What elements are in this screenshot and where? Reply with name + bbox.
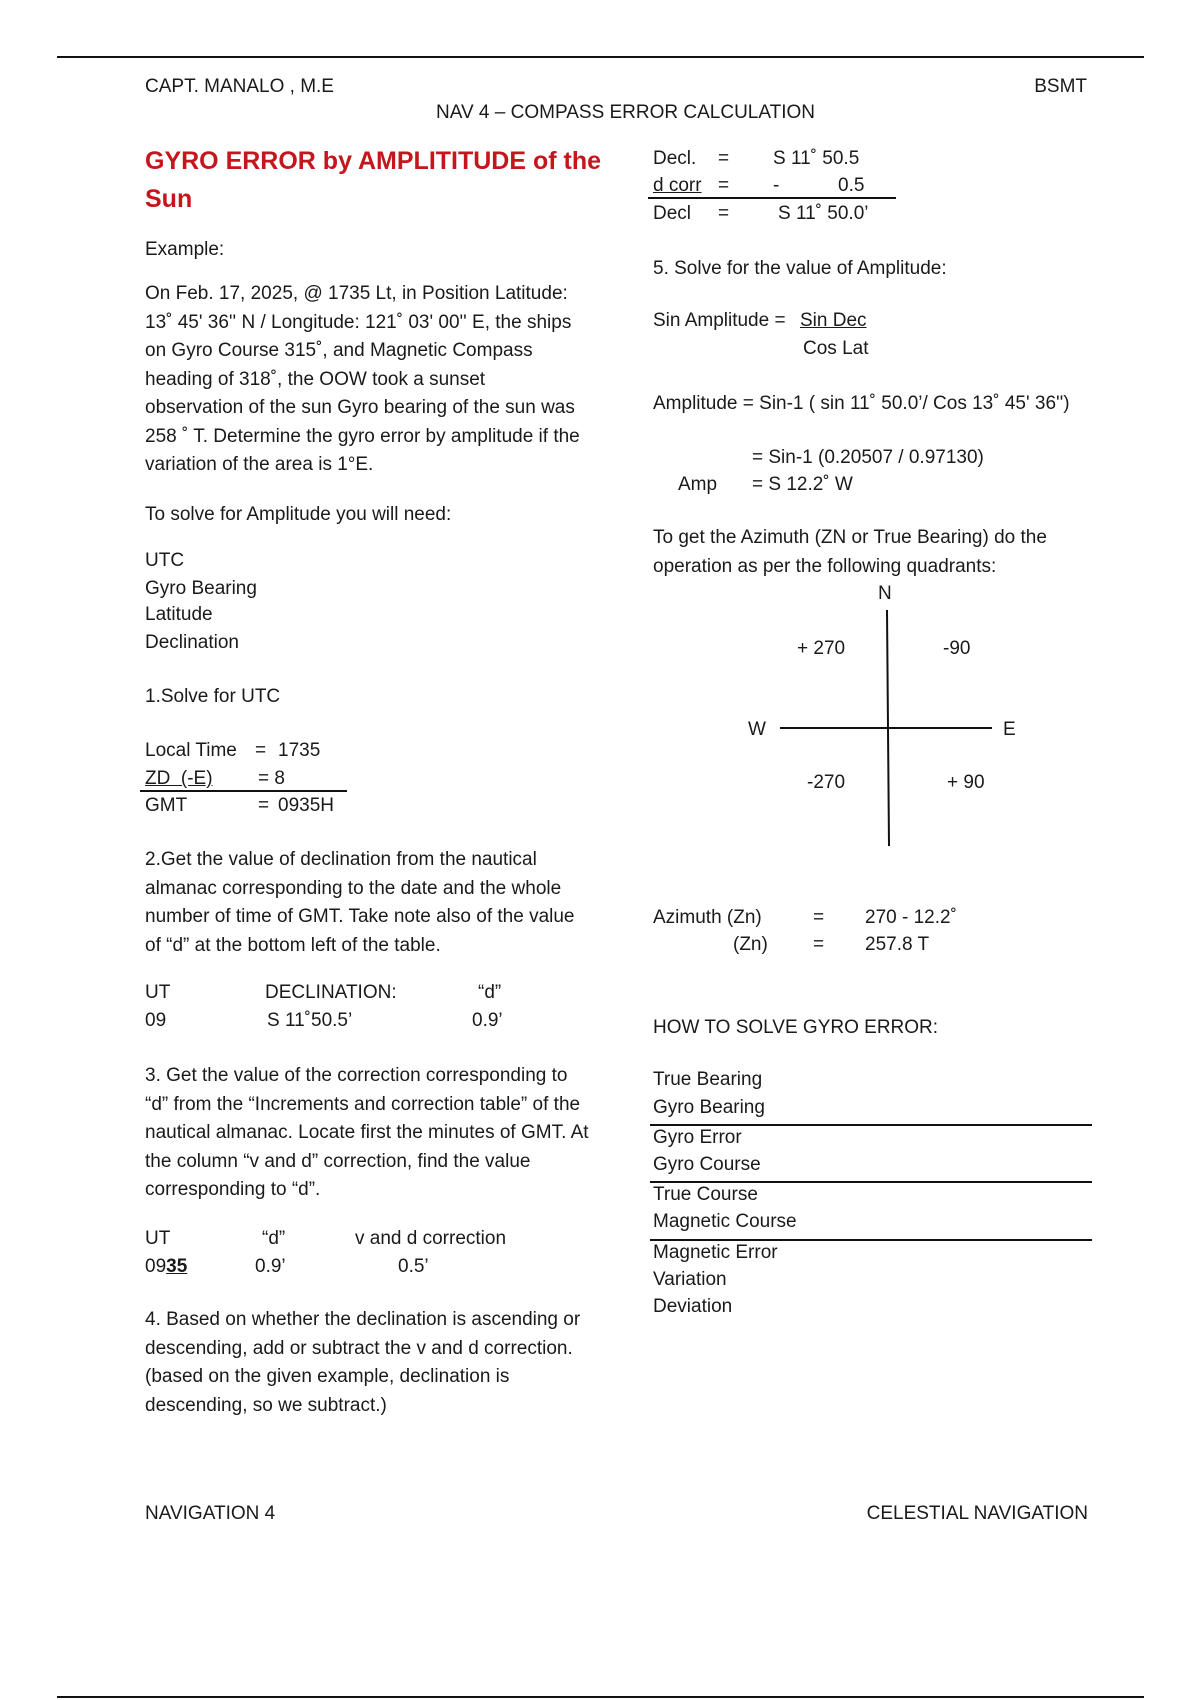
amp-line3: = S 12.2˚ W <box>752 474 853 495</box>
utc-label: GMT <box>145 795 188 816</box>
how-item: Gyro Error <box>653 1127 742 1148</box>
step1-heading: 1.Solve for UTC <box>145 686 281 707</box>
how-item: Magnetic Error <box>653 1242 778 1263</box>
azimuth-intro: To get the Azimuth (ZN or True Bearing) do the operation as per the following quadrants: <box>653 527 1047 577</box>
how-item: Deviation <box>653 1296 733 1317</box>
compass-sw-quadrant: -270 <box>807 772 846 793</box>
how-item: Magnetic Course <box>653 1211 797 1232</box>
decl-calc-eq: = <box>718 148 730 169</box>
sin-amp-numerator: Sin Dec <box>800 310 867 331</box>
decl-table-header: “d” <box>478 982 502 1003</box>
decl-table-cell: 0.9’ <box>472 1010 503 1031</box>
utc-eq: = <box>255 740 267 761</box>
decl-calc-label: d corr <box>653 175 702 196</box>
decl-calc-eq: = <box>718 175 730 196</box>
decl-table-cell: 09 <box>145 1010 167 1031</box>
corr-table-cell: 0.5’ <box>398 1256 429 1277</box>
utc-value: 0935H <box>278 795 334 816</box>
compass-east-label: E <box>1003 719 1016 740</box>
how-item: True Bearing <box>653 1069 763 1090</box>
header-subtitle: NAV 4 – COMPASS ERROR CALCULATION <box>436 102 816 123</box>
amp-line2: = Sin-1 (0.20507 / 0.97130) <box>752 447 984 468</box>
page-title: GYRO ERROR by AMPLITITUDE of the Sun <box>145 147 602 213</box>
how-sum-line <box>650 1239 1092 1241</box>
how-sum-line <box>650 1181 1092 1183</box>
how-item: Variation <box>653 1269 727 1290</box>
corr-table-cell-ut <box>145 1256 187 1278</box>
decl-table-header: DECLINATION: <box>265 982 397 1003</box>
how-title: HOW TO SOLVE GYRO ERROR: <box>653 1017 939 1038</box>
compass-north-label: N <box>878 583 892 604</box>
decl-table-header: UT <box>145 982 171 1003</box>
footer-left: NAVIGATION 4 <box>145 1503 276 1524</box>
compass-nw-quadrant: + 270 <box>797 638 846 659</box>
compass-se-quadrant: + 90 <box>947 772 985 793</box>
footer-right: CELESTIAL NAVIGATION <box>866 1503 1088 1524</box>
decl-calc-label: Decl. <box>653 148 697 169</box>
corr-ut-hours: 09 <box>145 1256 167 1277</box>
azimuth-label: (Zn) <box>733 934 768 955</box>
amp-line1: Amplitude = Sin-1 ( sin 11˚ 50.0’/ Cos 13˚ 45' 36'') <box>653 393 1070 414</box>
utc-label: Local Time <box>145 740 237 761</box>
step5-heading: 5. Solve for the value of Amplitude: <box>653 258 947 279</box>
sin-amp-denominator: Cos Lat <box>803 338 869 359</box>
azimuth-eq: = <box>813 934 825 955</box>
compass-quadrant-diagram <box>740 580 1040 860</box>
example-label: Example: <box>145 239 225 260</box>
corr-table-header: v and d correction <box>355 1228 507 1249</box>
example-text: On Feb. 17, 2025, @ 1735 Lt, in Position Latitude: 13˚ 45' 36'' N / Longitude: 121˚ 03' 00'' E, the ships on Gyro Course 315˚, and Magnetic Compass heading of 318˚, the OOW took a sunset observation of the sun Gyro bearing of the sun was 258 ˚ T. Determine the gyro error by amplitude if the variation of the area is 1°E. <box>145 283 580 475</box>
compass-west-label: W <box>748 719 766 740</box>
need-item: Gyro Bearing <box>145 578 257 599</box>
how-sum-line <box>650 1124 1092 1126</box>
azimuth-value: 270 - 12.2˚ <box>865 907 957 928</box>
step2-text: 2.Get the value of declination from the nautical almanac corresponding to the date and the whole number of time of GMT. Take note also of the value of “d” at the bottom left of the table. <box>145 849 575 956</box>
azimuth-eq: = <box>813 907 825 928</box>
step3-text: 3. Get the value of the correction corresponding to “d” from the “Increments and correction table” of the nautical almanac. Locate first the minutes of GMT. At the column “v and d” correction, find the value corresponding to “d”. <box>145 1065 589 1200</box>
how-item: Gyro Course <box>653 1154 761 1175</box>
decl-calc-eq: = <box>718 203 730 224</box>
amp-label: Amp <box>678 474 718 495</box>
utc-value: 1735 <box>278 740 321 761</box>
need-item: Declination <box>145 632 239 653</box>
utc-label: ZD (-E) <box>145 768 213 789</box>
azimuth-label: Azimuth (Zn) <box>653 907 762 928</box>
corr-table-cell: 0.9’ <box>255 1256 286 1277</box>
header-program: BSMT <box>1034 76 1087 97</box>
decl-calc-value: S 11˚ 50.0’ <box>778 203 869 224</box>
corr-table-header: “d” <box>262 1228 286 1249</box>
decl-table-cell: S 11˚50.5’ <box>267 1010 353 1031</box>
bottom-rule <box>57 1696 1144 1698</box>
corr-ut-minutes: 35 <box>166 1256 188 1277</box>
how-item: True Course <box>653 1184 758 1205</box>
need-intro: To solve for Amplitude you will need: <box>145 504 452 525</box>
decl-calc-value: S 11˚ 50.5 <box>773 148 860 169</box>
utc-eq: = 8 <box>258 768 285 789</box>
utc-sum-line <box>140 790 347 792</box>
utc-eq: = <box>258 795 270 816</box>
need-item: UTC <box>145 550 185 571</box>
decl-calc-value: 0.5 <box>838 175 865 196</box>
azimuth-value: 257.8 T <box>865 934 930 955</box>
how-item: Gyro Bearing <box>653 1097 765 1118</box>
decl-calc-sign: - <box>773 175 780 196</box>
need-item: Latitude <box>145 604 213 625</box>
step4-text: 4. Based on whether the declination is ascending or descending, add or subtract the v and d correction. (based on the given example, declination is descending, so we subtract.) <box>145 1309 581 1416</box>
compass-ne-quadrant: -90 <box>943 638 971 659</box>
top-rule <box>57 56 1144 58</box>
corr-table-header: UT <box>145 1228 171 1249</box>
sin-amp-label: Sin Amplitude = <box>653 310 786 331</box>
decl-calc-sum-line <box>648 197 896 199</box>
header-author: CAPT. MANALO , M.E <box>145 76 334 97</box>
decl-calc-label: Decl <box>653 203 692 224</box>
